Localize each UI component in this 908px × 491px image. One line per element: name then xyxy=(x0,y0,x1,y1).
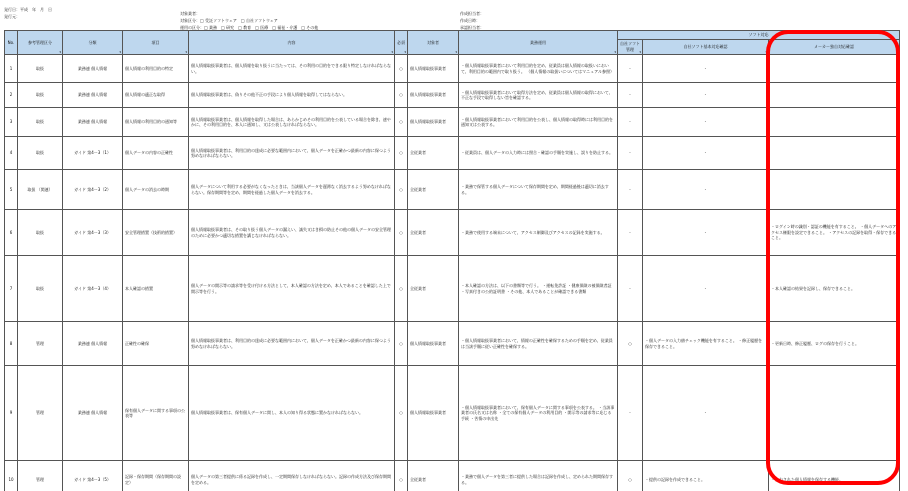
row-category[interactable]: 管理 xyxy=(18,322,63,366)
row-handling[interactable]: ・本人確認の方法は、以下の書類等で行う。 ・運転免許証 ・健康保険の被保険者証 ・写真付きの公的証明書 ・その他、本人であることが確認できる書類 xyxy=(459,256,618,322)
table-row xyxy=(5,366,900,461)
row-handling[interactable]: ・個人情報取扱事業者において、保有個人データに関する事項を公表する。 ・当該事業者の氏名又は名称 ・全ての保有個人データの利用目的 ・開示等の請求等に応じる手続 ・苦情の申出先 xyxy=(459,366,618,461)
row-category[interactable]: 管理 xyxy=(18,366,63,461)
row-target[interactable]: 全従業者 xyxy=(408,210,459,256)
row-item[interactable]: 個人情報の利用目的の通知等 xyxy=(123,108,189,137)
row-item[interactable]: 記録・保存期間（保存期間の設定） xyxy=(123,461,189,491)
col-basis[interactable]: 分類 ▾ xyxy=(63,31,123,55)
row-required[interactable]: ○ xyxy=(395,108,408,137)
filter-icon[interactable]: ▾ xyxy=(765,50,767,54)
col-no: No. xyxy=(5,31,18,55)
row-content[interactable]: 個人情報取扱事業者は、個人情報を取得した場合は、あらかじめその利用目的を公表している場合を除き、速やかに、その利用目的を、本人に通知し、又は公表しなければならない。 xyxy=(189,108,395,137)
filter-icon[interactable]: ▾ xyxy=(455,50,457,54)
row-required[interactable]: ○ xyxy=(395,322,408,366)
row-sw-vendor[interactable]: ・入力された個人情報を保存する機能。 xyxy=(769,461,900,491)
row-sw-vendor[interactable] xyxy=(769,83,900,108)
row-no[interactable]: 2 xyxy=(5,83,18,108)
row-item[interactable]: 個人情報の利用目的の特定 xyxy=(123,55,189,83)
row-basis[interactable]: ガイド 第4ー3（4） xyxy=(63,256,123,322)
row-required[interactable]: ○ xyxy=(395,137,408,170)
col-handling[interactable]: 業務運用 ▾ xyxy=(459,31,618,55)
filter-icon[interactable]: ▾ xyxy=(614,50,616,54)
col-software: ソフト対応 xyxy=(618,31,900,40)
row-target[interactable]: 全従業者 xyxy=(408,256,459,322)
row-sw-basic[interactable]: - xyxy=(643,366,769,461)
row-target[interactable]: 個人情報取扱事業者 xyxy=(408,108,459,137)
filter-icon[interactable]: ▾ xyxy=(119,50,121,54)
author: 作成担当者： xyxy=(460,11,484,16)
table-row xyxy=(5,210,900,256)
doc-meta-left xyxy=(4,6,52,20)
table-row xyxy=(5,461,900,491)
row-category[interactable]: 取扱 xyxy=(18,83,63,108)
row-sw-managed[interactable]: - xyxy=(618,137,643,170)
row-target[interactable]: 全従業者 xyxy=(408,461,459,491)
col-item[interactable]: 項目 ▾ xyxy=(123,31,189,55)
row-basis[interactable]: ガイド 第4ー3（5） xyxy=(63,461,123,491)
checklist-table xyxy=(4,30,900,491)
row-content[interactable]: 個人情報取扱事業者は、利用目的の達成に必要な範囲内において、個人データを正確かつ最新の内容に保つよう努めなければならない。 xyxy=(189,137,395,170)
row-sw-managed[interactable]: - xyxy=(618,83,643,108)
row-basis[interactable]: 業務連 個人情報 xyxy=(63,322,123,366)
row-sw-managed[interactable]: - xyxy=(618,210,643,256)
doc-meta-right xyxy=(460,10,484,31)
row-item[interactable]: 保有個人データに関する事項の公表等 xyxy=(123,366,189,461)
row-category[interactable]: 取扱 xyxy=(18,108,63,137)
row-no[interactable]: 10 xyxy=(5,461,18,491)
row-category[interactable]: 取扱 （関連） xyxy=(18,170,63,210)
approver: 承認担当者： xyxy=(460,25,484,30)
row-sw-basic[interactable]: ・個人データの入力値チェック機能を有すること。 ・修正履歴を保存できること。 xyxy=(643,322,769,366)
row-basis[interactable]: ガイド 第4ー3（3） xyxy=(63,210,123,256)
col-software-vendor[interactable]: メーカー独自対応確認 ▾ xyxy=(769,40,900,55)
col-content[interactable]: 内容 ▾ xyxy=(189,31,395,55)
filter-icon[interactable]: ▾ xyxy=(639,50,641,54)
filter-icon[interactable]: ▾ xyxy=(391,50,393,54)
row-item[interactable]: 個人データの消去の時期 xyxy=(123,170,189,210)
row-sw-vendor[interactable] xyxy=(769,366,900,461)
row-content[interactable]: 個人情報取扱事業者は、その取り扱う個人データの漏えい、滅失又はき損の防止その他の個人データの安全管理のために必要かつ適切な措置を講じなければならない。 xyxy=(189,210,395,256)
row-target[interactable]: 個人情報取扱事業者 xyxy=(408,322,459,366)
row-sw-vendor[interactable] xyxy=(769,170,900,210)
row-required[interactable]: ○ xyxy=(395,256,408,322)
row-content[interactable]: 個人情報取扱事業者は、個人情報を取り扱うに当たっては、その利用の目的をできる限り特定しなければならない。 xyxy=(189,55,395,83)
row-no[interactable]: 9 xyxy=(5,366,18,461)
row-sw-basic[interactable]: - xyxy=(643,170,769,210)
table-row xyxy=(5,108,900,137)
row-handling[interactable]: ・個人情報取扱事業者において利用目的を定め、従業員は個人情報の取扱いにおいて、利用目的の範囲内で取り扱う。 （個人情報の取扱いについてはマニュアル参照） xyxy=(459,55,618,83)
row-handling[interactable]: ・業務で使用する端末について、アクセス制御及びアクセスの記録を実施する。 xyxy=(459,210,618,256)
row-no[interactable]: 1 xyxy=(5,55,18,83)
row-required[interactable]: ○ xyxy=(395,461,408,491)
row-sw-managed[interactable]: - xyxy=(618,170,643,210)
target-category: 対象区分：□ 受託ソフトウェア □ 自社ソフトウェア xyxy=(180,18,278,23)
table-row xyxy=(5,256,900,322)
row-no[interactable]: 3 xyxy=(5,108,18,137)
row-sw-vendor[interactable]: ・更新日時、修正履歴、ログの保存を行うこと。 xyxy=(769,322,900,366)
row-content[interactable]: 個人データの開示等の請求等を受け付ける方法として、本人確認の方法を定め、本人であることを確認した上で開示等を行う。 xyxy=(189,256,395,322)
row-basis[interactable]: 業務連 個人情報 xyxy=(63,55,123,83)
row-sw-managed[interactable]: - xyxy=(618,55,643,83)
row-no[interactable]: 7 xyxy=(5,256,18,322)
row-content[interactable]: 個人情報取扱事業者は、偽りその他不正の手段により個人情報を取得してはならない。 xyxy=(189,83,395,108)
row-category[interactable]: 取扱 xyxy=(18,256,63,322)
row-content[interactable]: 個人情報取扱事業者は、保有個人データに関し、本人の知り得る状態に置かなければならない。 xyxy=(189,366,395,461)
table-row xyxy=(5,55,900,83)
row-required[interactable]: ○ xyxy=(395,366,408,461)
row-sw-vendor[interactable] xyxy=(769,55,900,83)
row-sw-vendor[interactable]: ・ログイン時の識別・認証の機能を有すること。 ・個人データへのアクセス権限を設定できること。 ・アクセスの記録を取得・保存できること。 xyxy=(769,210,900,256)
row-no[interactable]: 6 xyxy=(5,210,18,256)
row-sw-basic[interactable]: - xyxy=(643,256,769,322)
row-item[interactable]: 本人確認の措置 xyxy=(123,256,189,322)
row-sw-managed[interactable]: ○ xyxy=(618,461,643,491)
row-handling[interactable]: ・個人情報取扱事業者において利用目的を公表し、個人情報の取得時には利用目的を通知又は公表する。 xyxy=(459,108,618,137)
col-category[interactable]: 参考管理区分 ▾ xyxy=(18,31,63,55)
created-at: 作成日時： xyxy=(460,18,480,23)
row-basis[interactable]: 業務連 個人情報 xyxy=(63,108,123,137)
table-row xyxy=(5,137,900,170)
doc-meta-middle xyxy=(180,10,318,31)
operation-category: 運用の区分：□ 業務 □ 研究 □ 教育 □ 医療 □ 福祉・介護 □ その他 xyxy=(180,25,319,30)
row-category[interactable]: 管理 xyxy=(18,461,63,491)
row-target[interactable]: 個人情報取扱事業者 xyxy=(408,366,459,461)
col-target[interactable]: 対象者 ▾ xyxy=(408,31,459,55)
row-category[interactable]: 取扱 xyxy=(18,137,63,170)
row-target[interactable]: 全従業者 xyxy=(408,170,459,210)
row-sw-managed[interactable]: - xyxy=(618,366,643,461)
row-item[interactable]: 安全管理措置（技術的措置） xyxy=(123,210,189,256)
row-category[interactable]: 取扱 xyxy=(18,55,63,83)
row-no[interactable]: 4 xyxy=(5,137,18,170)
row-basis[interactable]: 業務連 個人情報 xyxy=(63,366,123,461)
issue-date: 発行日：平成 年 月 日 xyxy=(4,7,52,12)
issuer: 発行元： xyxy=(4,14,20,19)
row-content[interactable]: 個人データの第三者提供に係る記録を作成し、一定期間保存しなければならない。記録の作成方法及び保存期間を定める。 xyxy=(189,461,395,491)
table-row xyxy=(5,322,900,366)
row-sw-vendor[interactable] xyxy=(769,108,900,137)
row-handling[interactable]: ・個人情報取扱事業者において、情報の正確性を確保するための手順を定め、従業員は当該手順に従い正確性を確保する。 xyxy=(459,322,618,366)
target-label: 対象業者： xyxy=(180,11,200,16)
col-software-managed[interactable]: 自社ソフト 管理 ▾ xyxy=(618,40,643,55)
col-software-basic[interactable]: 自社ソフト基本対応確認 ▾ xyxy=(643,40,769,55)
row-sw-vendor[interactable]: ・本人確認の結果を記録し、保存できること。 xyxy=(769,256,900,322)
row-target[interactable]: 個人情報取扱事業者 xyxy=(408,55,459,83)
row-sw-basic[interactable]: - xyxy=(643,83,769,108)
row-handling[interactable]: ・従業員は、個人データの入力時には照合・確認の手順を実施し、誤りを防止する。 xyxy=(459,137,618,170)
row-handling[interactable]: ・業務で保管する個人データについて保存期間を定め、期間経過後は適切に消去する。 xyxy=(459,170,618,210)
row-sw-basic[interactable]: ・提供の記録を作成できること。 xyxy=(643,461,769,491)
row-item[interactable]: 個人データの内容の正確性 xyxy=(123,137,189,170)
row-category[interactable]: 取扱 xyxy=(18,210,63,256)
row-sw-managed[interactable]: ○ xyxy=(618,322,643,366)
row-basis[interactable]: 業務連 個人情報 xyxy=(63,83,123,108)
filter-icon[interactable]: ▾ xyxy=(59,50,61,54)
row-content[interactable]: 個人データについて利用する必要がなくなったときは、当該個人データを遅滞なく消去するよう努めなければならない。保存期間等を定め、期間を経過した個人データを消去する。 xyxy=(189,170,395,210)
row-basis[interactable]: ガイド 第4ー3（2） xyxy=(63,170,123,210)
row-sw-basic[interactable]: - xyxy=(643,137,769,170)
row-sw-basic[interactable]: - xyxy=(643,55,769,83)
row-no[interactable]: 8 xyxy=(5,322,18,366)
row-handling[interactable]: ・業務で個人データを第三者に提供した場合は記録を作成し、定められた期間保存する。 xyxy=(459,461,618,491)
row-basis[interactable]: ガイド 第4ー3（1） xyxy=(63,137,123,170)
row-item[interactable]: 個人情報の適正な取得 xyxy=(123,83,189,108)
row-handling[interactable]: ・個人情報取扱事業者において取得方法を定め、従業員は個人情報の取得において、不正な手段で取得しない旨を確認する。 xyxy=(459,83,618,108)
row-sw-vendor[interactable] xyxy=(769,137,900,170)
col-required[interactable]: 必須 ▾ xyxy=(395,31,408,55)
row-content[interactable]: 個人情報取扱事業者は、利用目的の達成に必要な範囲内において、個人データを正確かつ最新の内容に保つよう努めなければならない。 xyxy=(189,322,395,366)
row-required[interactable]: ○ xyxy=(395,83,408,108)
row-sw-basic[interactable]: - xyxy=(643,210,769,256)
row-no[interactable]: 5 xyxy=(5,170,18,210)
table-row xyxy=(5,170,900,210)
row-sw-managed[interactable]: - xyxy=(618,108,643,137)
row-sw-managed[interactable]: - xyxy=(618,256,643,322)
row-target[interactable]: 全従業者 xyxy=(408,137,459,170)
row-target[interactable]: 個人情報取扱事業者 xyxy=(408,83,459,108)
row-required[interactable]: ○ xyxy=(395,210,408,256)
filter-icon[interactable]: ▾ xyxy=(185,50,187,54)
row-required[interactable]: ○ xyxy=(395,55,408,83)
row-sw-basic[interactable]: - xyxy=(643,108,769,137)
row-required[interactable]: ○ xyxy=(395,170,408,210)
row-item[interactable]: 正確性の確保 xyxy=(123,322,189,366)
filter-icon[interactable]: ▾ xyxy=(896,50,899,54)
filter-icon[interactable]: ▾ xyxy=(404,50,406,54)
table-row xyxy=(5,83,900,108)
